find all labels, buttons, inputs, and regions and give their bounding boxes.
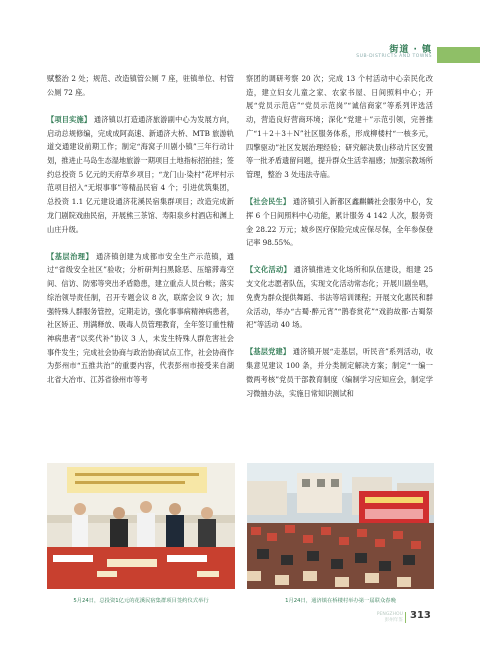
right-intro-paragraph: 察团的调研考察 20 次；完成 13 个村活动中心亲民化改造，建立妇女儿童之家、农家书屋、日间照料中心；开展“党员示范店”“党员示范岗”“诚信商家”等系列评选活动，营造良好营商环境；深化“党建＋”示范引领，完善推广“1＋2＋3＋N”社区服务体系，形成柳楼村“一核多元，四擎驱动”社区发展治理经验；研究解决景山移动片区安置等一批矛盾遗留问题，提升群众生活幸福感；加强宗教场所管理，整治 3 处违法寺庙。 <box>246 74 433 179</box>
section-tag: 【项目实施】 <box>47 114 92 124</box>
section-body: 通济镇开展“走基层，听民音”系列活动，收集意见建议 100 条，并分类制定解决方案；制定“一编一微两考核”党员干部教育制度（编制学习应知应会，制定学习微抽办法，实施日常知识测试和 <box>246 347 433 398</box>
brand-line-chinese: 彭州年鉴 <box>384 617 403 623</box>
left-intro-paragraph: 赋整治 2 处；规范、改造镇管公厕 7 座，驻镇单位、村管公厕 72 座。 <box>47 74 234 97</box>
section-party-building <box>246 345 433 400</box>
spring-gala-photo <box>247 463 434 589</box>
section-body: 通济镇创建为成都市安全生产示范镇，通过“省级安全社区”验收；分析研判扫黑除恶、压缩滞毒空间、信访、防邪等突出矛盾隐患，建立重点人员台帐；落实综治领导责任制，召开专题会议 8 次，联席会议 9 次；加强特殊人群服务管控，定期走访，强化事事病精神病患者，社区矫正、刑满释放、吸毒人员管理教育，全年签订重性精神病患者“以奖代补”协议 3 人，未发生特殊人群危害社会事件发生；完成社会协商与政治协商试点工作，社会协商作为彭州市“五推共治”的重要内容，代表彭州市接受来自湖北省大冶市、江苏省徐州市等考 <box>47 251 234 385</box>
section-header-subtitle: SUB-DISTRICTS AND TOWNS <box>356 54 432 59</box>
section-tag: 【文化活动】 <box>246 265 292 275</box>
page-number: 313 <box>410 610 431 621</box>
signing-ceremony-photo <box>47 463 235 589</box>
section-grassroots-governance <box>47 250 234 387</box>
signing-ceremony-illustration <box>47 463 235 589</box>
section-body: 通济镇引入新都区鑫麒麟社会服务中心，发挥 6 个日间照料中心功能，累计服务 4 142 人次，服务资金 28.22 万元；城乡医疗保险完成应保尽保，全年参保登记率 98.55%。 <box>246 197 433 248</box>
right-text-column <box>246 72 433 400</box>
spring-gala-illustration <box>247 463 434 589</box>
header-accent-bar <box>437 47 480 63</box>
left-photo-caption: 5月24日，总投资1亿元的花溪民宿集群项目签约仪式举行 <box>73 598 209 604</box>
brand-line-latin: PENGZHOU <box>376 612 403 617</box>
left-text-column <box>47 72 234 387</box>
right-photo-caption: 1月24日，通济镇在桥楼村举办第一届联众春晚 <box>285 598 396 604</box>
yearbook-brand <box>343 612 403 623</box>
section-social-livelihood <box>246 195 433 250</box>
section-header-title: 街道 · 镇 <box>389 45 432 55</box>
section-project-implementation <box>47 113 234 236</box>
section-tag: 【基层党建】 <box>246 347 291 357</box>
section-tag: 【社会民生】 <box>246 197 291 207</box>
section-tag: 【基层治理】 <box>47 251 94 261</box>
section-cultural-activities <box>246 263 433 332</box>
section-body: 通济镇推进文化场所和队伍建设，组建 25 支文化志愿者队伍，实现文化活动常态化；开展川剧坐唱，免费为群众提供舞蹈、书法等培训课程；开展文化惠民和群众活动，举办“古蜀·醉元宵”“鹊春赏花”“戏韵故都·古蜀祭祀”等活动 40 场。 <box>246 265 433 330</box>
section-body: 通济镇以打造通济旅游副中心为发展方向，启动总规修编，完成成阿高速、新通济大桥、MTB 旅游轨道交通建设前期工作；制定“海窝子川剧小镇”三年行动计划，推进止马岛生态湿地旅游一期项目土地指标招拍挂；签约总投资 5 亿元的天府草乡项目；“龙门山·染村”花坪村示范项目招入“无垠事事”等精品民宿 4 个；引进优筑集团，总投资 1.1 亿元建设通济花溪民宿集群项目；改造完成新龙门剧院戏曲民宿，开展熊三茶馆、寿阳泉乡村酒店和渊上山庄升级。 <box>47 114 234 234</box>
footer-divider <box>405 612 406 623</box>
